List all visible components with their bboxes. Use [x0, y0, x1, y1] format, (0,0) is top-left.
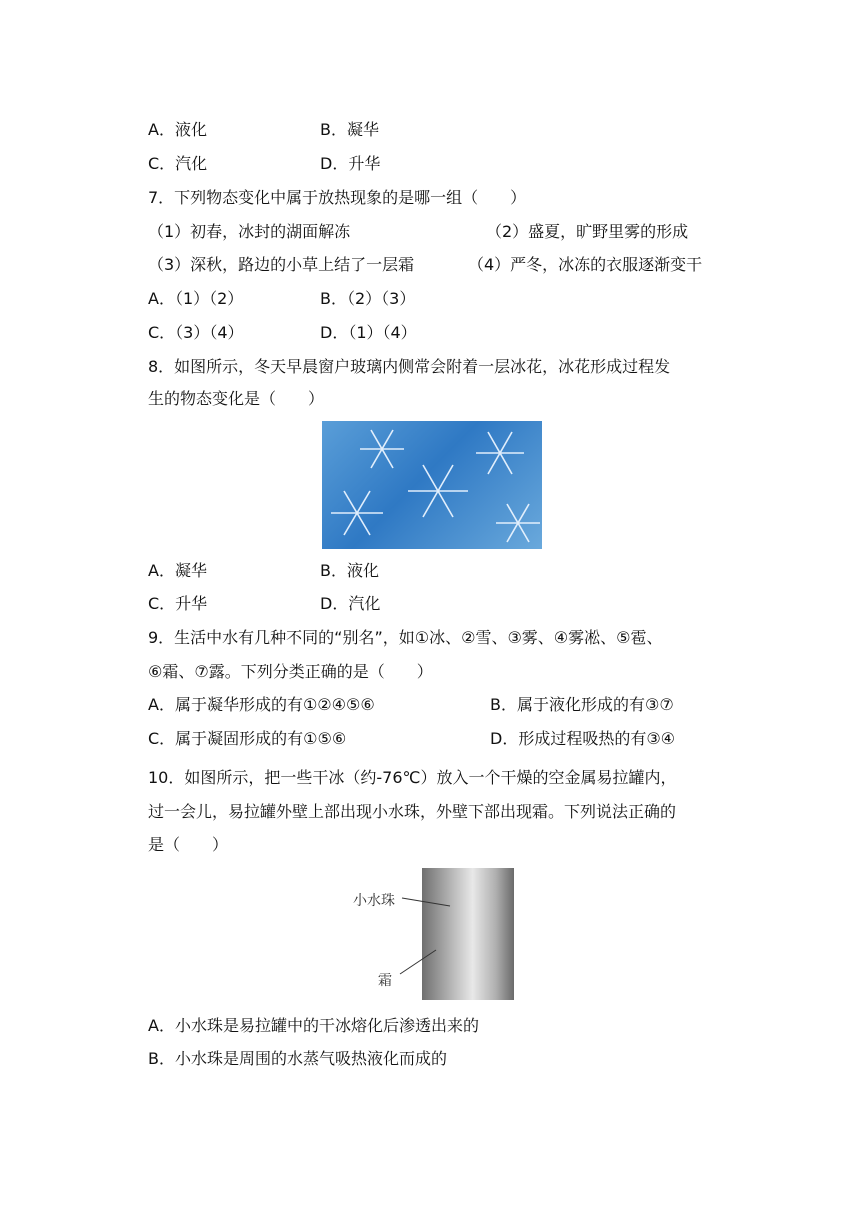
q7-option-a: A．（1）（2） [148, 289, 244, 308]
q9-option-c: C．属于凝固形成的有①⑤⑥ [148, 729, 347, 748]
q8-option-d: D．汽化 [320, 594, 381, 613]
q10-stem-line-3: 是（ ） [148, 835, 229, 854]
q6-option-c: C．汽化 [148, 154, 208, 173]
q8-stem-line-2: 生的物态变化是（ ） [148, 389, 325, 408]
q9-option-a: A．属于凝华形成的有①②④⑤⑥ [148, 695, 375, 714]
q7-option-d: D．（1）（4） [320, 323, 417, 342]
ice-flower-image [322, 421, 542, 549]
q7-option-c: C．（3）（4） [148, 323, 244, 342]
q6-option-d: D．升华 [320, 154, 381, 173]
q10-option-a: A．小水珠是易拉罐中的干冰熔化后渗透出来的 [148, 1016, 479, 1035]
frost-label: 霜 [378, 973, 392, 989]
droplets-label: 小水珠 [353, 893, 395, 909]
q7-stem: 7．下列物态变化中属于放热现象的是哪一组（ ） [148, 188, 527, 207]
q8-option-c: C．升华 [148, 594, 208, 613]
q9-option-b: B．属于液化形成的有③⑦ [490, 695, 674, 714]
q6-option-a: A．液化 [148, 120, 207, 139]
q8-stem-line-1: 8．如图所示，冬天早晨窗户玻璃内侧常会附着一层冰花，冰花形成过程发 [148, 357, 671, 376]
q10-stem-line-1: 10．如图所示，把一些干冰（约-76℃）放入一个干燥的空金属易拉罐内， [148, 768, 677, 787]
q8-option-a: A．凝华 [148, 561, 207, 580]
q7-item-4: （4）严冬，冰冻的衣服逐渐变干 [468, 255, 703, 274]
snowflake-figure [322, 421, 542, 549]
q6-option-b: B．凝华 [320, 120, 379, 139]
q7-item-2: （2）盛夏，旷野里雾的形成 [486, 222, 689, 241]
q10-stem-line-2: 过一会儿，易拉罐外壁上部出现小水珠，外壁下部出现霜。下列说法正确的 [148, 802, 677, 821]
q10-option-b: B．小水珠是周围的水蒸气吸热液化而成的 [148, 1049, 447, 1068]
q7-item-1: （1）初春，冰封的湖面解冻 [148, 222, 351, 241]
q9-stem-line-1: 9．生活中水有几种不同的“别名”，如①冰、②雪、③雾、④雾凇、⑤雹、 [148, 628, 663, 647]
q7-item-3: （3）深秋，路边的小草上结了一层霜 [148, 255, 415, 274]
q9-option-d: D．形成过程吸热的有③④ [490, 729, 676, 748]
leader-lines [350, 866, 520, 1002]
q8-option-b: B．液化 [320, 561, 379, 580]
can-figure [350, 866, 520, 1002]
q7-option-b: B．（2）（3） [320, 289, 416, 308]
q9-stem-line-2: ⑥霜、⑦露。下列分类正确的是（ ） [148, 662, 433, 681]
